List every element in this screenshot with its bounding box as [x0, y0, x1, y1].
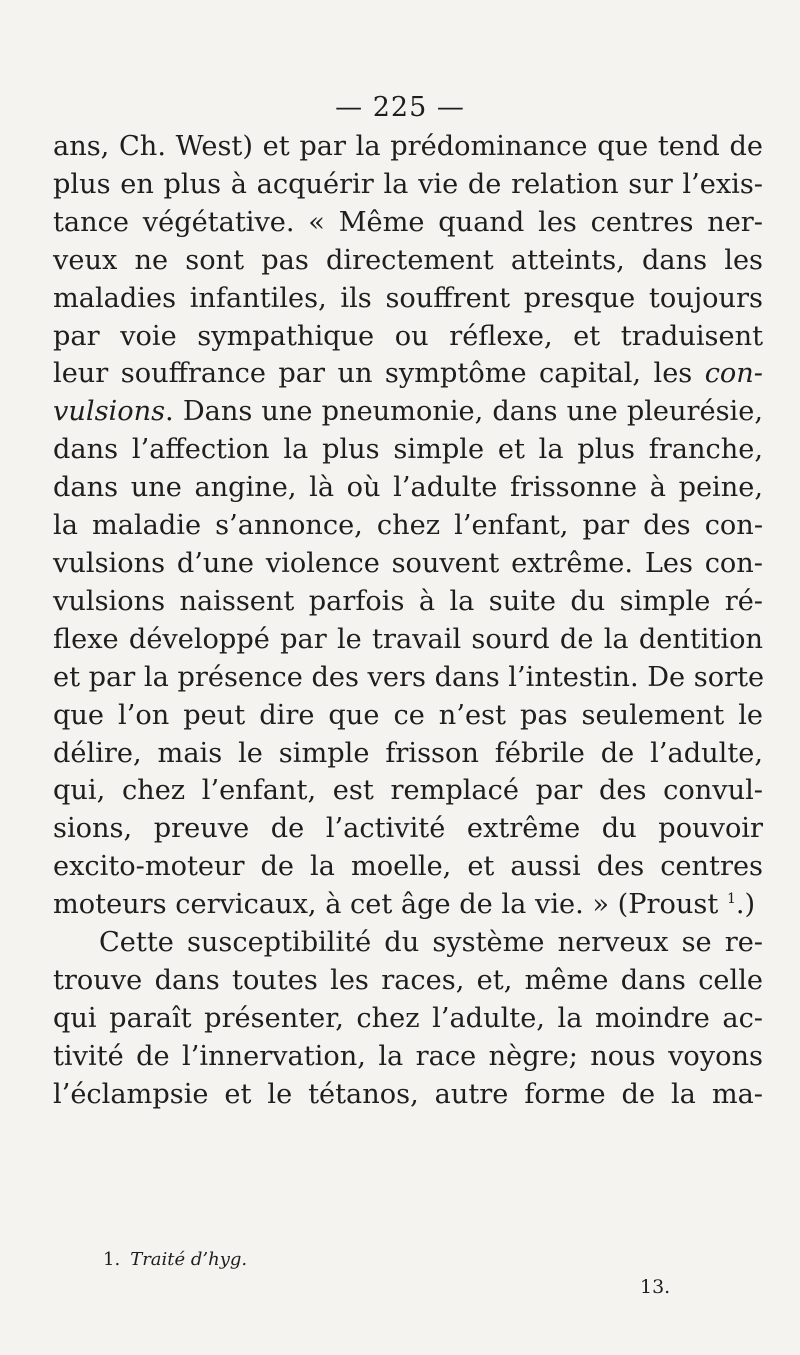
text-line: que l’on peut dire que ce n’est pas seulement le: [53, 699, 763, 731]
text-line: qui, chez l’enfant, est remplacé par des convul-: [53, 775, 763, 807]
text-line: dans une angine, là où l’adulte frissonne à peine,: [53, 472, 763, 504]
footnote-reference: 1: [726, 891, 736, 908]
text-line: par voie sympathique ou réflexe, et traduisent: [53, 320, 763, 352]
text-line: tance végétative. « Même quand les centres ner-: [53, 206, 763, 238]
text-line: l’éclampsie et le tétanos, autre forme de la ma-: [53, 1078, 763, 1110]
text-line: veux ne sont pas directement atteints, dans les: [53, 244, 763, 276]
text-line: Cette susceptibilité du système nerveux se re-: [99, 927, 763, 959]
signature-mark: 13.: [640, 1276, 671, 1298]
text-line: qui paraît présenter, chez l’adulte, la moindre ac-: [53, 1002, 763, 1034]
text-line: trouve dans toutes les races, et, même dans celle: [53, 964, 763, 996]
text-line: tivité de l’innervation, la race nègre; nous voyons: [53, 1040, 763, 1072]
text-line: maladies infantiles, ils souffrent presque toujours: [53, 282, 763, 314]
text-line: sions, preuve de l’activité extrême du pouvoir: [53, 813, 763, 845]
footnote-number: 1.: [103, 1249, 121, 1270]
text-line: [53, 886, 763, 924]
text-segment: moteurs cervicaux, à cet âge de la vie. » (Proust: [53, 889, 727, 921]
text-segment: . Dans une pneumonie, dans une pleurésie,: [165, 396, 763, 428]
text-line: la maladie s’annonce, chez l’enfant, par des con-: [53, 510, 763, 542]
text-line: ans, Ch. West) et par la prédominance que tend de: [53, 131, 763, 162]
text-line: délire, mais le simple frisson fébrile de l’adulte,: [53, 737, 763, 769]
footnote: [103, 1249, 247, 1270]
text-segment: .): [735, 889, 756, 921]
body-text: [53, 128, 763, 1114]
italic-text: con-: [704, 358, 763, 390]
text-segment: leur souffrance par un symptôme capital, les: [53, 358, 705, 390]
text-line: plus en plus à acquérir la vie de relation sur l’exis-: [53, 168, 763, 200]
text-line: [53, 393, 763, 431]
text-line: dans l’affection la plus simple et la plus franche,: [53, 434, 763, 466]
text-line: [53, 355, 763, 393]
footnote-text: Traité d’hyg.: [130, 1249, 248, 1270]
text-line: flexe développé par le travail sourd de la dentition: [53, 623, 763, 655]
text-line: vulsions naissent parfois à la suite du simple ré-: [53, 585, 763, 617]
text-line: excito-moteur de la moelle, et aussi des centres: [53, 851, 763, 883]
page-number: — 225 —: [335, 92, 465, 123]
text-line: vulsions d’une violence souvent extrême. Les con-: [53, 547, 763, 579]
italic-text: vulsions: [53, 396, 166, 428]
text-line: et par la présence des vers dans l’intestin. De sorte: [53, 661, 765, 693]
